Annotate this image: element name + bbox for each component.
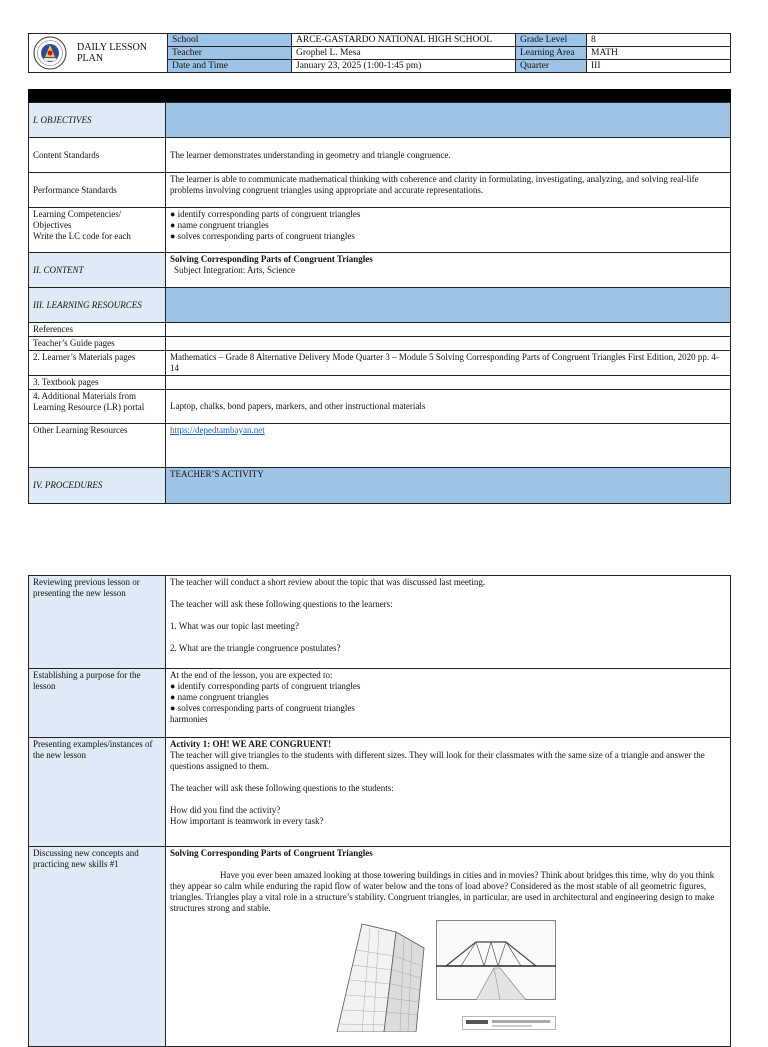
teacher-value: Grophel L. Mesa	[292, 47, 516, 60]
activity-text: The teacher will give triangles to the students with different sizes. They will look for their classmates with the same size of a triangle and answer the questions assigned to them.	[170, 750, 705, 771]
list-item: ● name congruent triangles	[170, 692, 269, 702]
additional-label-line: 4. Additional Materials from	[33, 391, 136, 401]
tg-value	[166, 337, 731, 351]
competencies-label-line: Objectives	[33, 220, 72, 230]
school-value: ARCE-GASTARDO NATIONAL HIGH SCHOOL	[292, 34, 516, 47]
purpose-intro: At the end of the lesson, you are expected to:	[170, 670, 333, 680]
school-label: School	[168, 34, 292, 47]
list-item: ● identify corresponding parts of congruent triangles	[170, 681, 361, 691]
black-divider-bar	[28, 89, 731, 102]
list-item: ● identify corresponding parts of congruent triangles	[170, 209, 361, 219]
review-value	[166, 576, 731, 669]
purpose-label: Establishing a purpose for the lesson	[29, 669, 166, 738]
teacher-label: Teacher	[168, 47, 292, 60]
logo-cell	[29, 34, 168, 73]
competencies-label	[29, 208, 166, 253]
list-item: ● name congruent triangles	[170, 220, 269, 230]
area-label: Learning Area	[516, 47, 587, 60]
depedtambayan-link[interactable]: https://depedtambayan.net	[170, 425, 265, 435]
textbook-value	[166, 376, 731, 390]
lm-value: Mathematics – Grade 8 Alternative Delivery Mode Quarter 3 – Module 5 Solving Corresponding Parts of Congruent Triangles First Edition, 2020 pp. 4-14	[166, 351, 731, 376]
procedures-heading: IV. PROCEDURES	[29, 468, 166, 504]
date-label: Date and Time	[168, 60, 292, 73]
date-value: January 23, 2025 (1:00-1:45 pm)	[292, 60, 516, 73]
textbook-label: 3. Textbook pages	[29, 376, 166, 390]
grade-value: 8	[587, 34, 731, 47]
discuss-value	[166, 847, 731, 1047]
references-value	[166, 323, 731, 337]
stability-caption-box	[462, 1016, 556, 1030]
additional-label-line: Learning Resource (LR) portal	[33, 402, 145, 412]
content-heading: II. CONTENT	[29, 253, 166, 288]
activity-title: Activity 1: OH! WE ARE CONGRUENT!	[170, 739, 332, 749]
procedures-table	[28, 575, 731, 1047]
purpose-value	[166, 669, 731, 738]
activity-question: How important is teamwork in every task?	[170, 816, 324, 826]
competencies-label-line: Write the LC code for each	[33, 231, 131, 241]
review-line: The teacher will conduct a short review about the topic that was discussed last meeting.	[170, 577, 486, 587]
area-value: MATH	[587, 47, 731, 60]
resources-band	[166, 288, 731, 323]
review-line: 1. What was our topic last meeting?	[170, 621, 300, 631]
discuss-label: Discussing new concepts and practicing new skills #1	[29, 847, 166, 1047]
content-standards-label: Content Standards	[29, 138, 166, 173]
performance-standards-label: Performance Standards	[29, 173, 166, 208]
structures-figure	[170, 920, 726, 1032]
objectives-heading: I. OBJECTIVES	[29, 103, 166, 138]
lesson-table	[28, 102, 731, 504]
resources-heading: III. LEARNING RESOURCES	[29, 288, 166, 323]
additional-value: Laptop, chalks, bond papers, markers, and other instructional materials	[166, 390, 731, 424]
lm-label: 2. Learner’s Materials pages	[29, 351, 166, 376]
competencies-label-line: Learning Competencies/	[33, 209, 122, 219]
references-label: References	[29, 323, 166, 337]
examples-label: Presenting examples/instances of the new lesson	[29, 738, 166, 847]
deped-seal-icon	[33, 36, 67, 70]
content-standards-value: The learner demonstrates understanding in geometry and triangle congruence.	[166, 138, 731, 173]
list-item: ● solves corresponding parts of congruent triangles	[170, 703, 355, 713]
review-line: The teacher will ask these following questions to the learners:	[170, 599, 393, 609]
activity-question-intro: The teacher will ask these following questions to the students:	[170, 783, 394, 793]
review-line: 2. What are the triangle congruence postulates?	[170, 643, 341, 653]
other-resources-label: Other Learning Resources	[29, 424, 166, 468]
teacher-activity-heading: TEACHER’S ACTIVITY	[166, 468, 731, 504]
objectives-band	[166, 103, 731, 138]
performance-standards-value: The learner is able to communicate mathematical thinking with coherence and clarity in formulating, investigating, analyzing, and solving real-life problems involving congruent triangles using appropriate and accurate representations.	[166, 173, 731, 208]
header-table	[28, 33, 731, 73]
content-title: Solving Corresponding Parts of Congruent Triangles	[170, 254, 373, 264]
document-title: DAILY LESSON PLAN	[77, 42, 148, 64]
building-illustration	[332, 920, 442, 1032]
examples-value	[166, 738, 731, 847]
discuss-text: Have you ever been amazed looking at those towering buildings in cities and in movies? Think about bridges this time, why do you think they appear so calm while enduring the rapid flow of water below and the tons of load above? Considered as the most stable of all geometric figures, triangles. Triangles play a vital role in a structure’s stability. Congruent triangles, in particular, are used in architectural and engineering design to make structures strong and stable.	[170, 870, 715, 913]
grade-label: Grade Level	[516, 34, 587, 47]
competencies-list	[166, 208, 731, 253]
quarter-label: Quarter	[516, 60, 587, 73]
content-value	[166, 253, 731, 288]
discuss-title: Solving Corresponding Parts of Congruent Triangles	[170, 848, 373, 858]
bridge-illustration	[436, 920, 556, 1000]
quarter-value: III	[587, 60, 731, 73]
additional-label	[29, 390, 166, 424]
content-subject: Subject Integration: Arts, Science	[174, 265, 295, 275]
activity-question: How did you find the activity?	[170, 805, 281, 815]
purpose-extra: harmonies	[170, 714, 208, 724]
list-item: ● solves corresponding parts of congruent triangles	[170, 231, 355, 241]
other-resources-value	[166, 424, 731, 468]
tg-label: Teacher’s Guide pages	[29, 337, 166, 351]
review-label: Reviewing previous lesson or presenting the new lesson	[29, 576, 166, 669]
